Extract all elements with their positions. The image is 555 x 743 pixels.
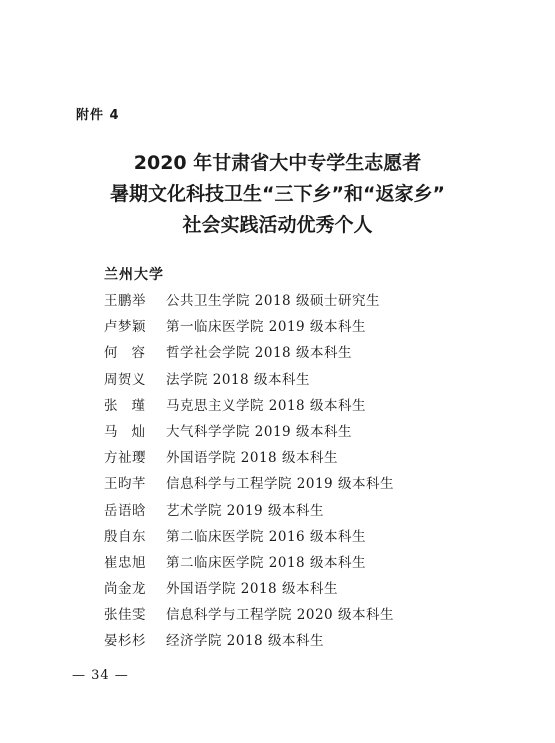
university-heading: 兰州大学 <box>104 267 164 283</box>
person-name: 方祉璎 <box>104 450 146 467</box>
person-description: 外国语学院 2018 级本科生 <box>166 450 338 467</box>
person-name: 崔忠旭 <box>104 554 146 571</box>
list-item <box>104 602 394 628</box>
person-description: 第二临床医学院 2016 级本科生 <box>166 528 366 545</box>
person-description: 法学院 2018 级本科生 <box>166 371 310 388</box>
list-item <box>104 393 394 419</box>
person-name: 张佳雯 <box>104 607 146 624</box>
person-name: 卢梦颖 <box>104 319 146 336</box>
list-item <box>104 340 394 366</box>
title-line-1: 2020 年甘肃省大中专学生志愿者 <box>133 152 422 174</box>
person-name: 周贺义 <box>104 371 146 388</box>
attachment-label: 附件 4 <box>76 108 120 123</box>
document-title <box>0 148 555 241</box>
person-description: 经济学院 2018 级本科生 <box>166 633 324 650</box>
list-item <box>104 471 394 497</box>
person-description: 艺术学院 2019 级本科生 <box>166 502 324 519</box>
person-description: 马克思主义学院 2018 级本科生 <box>166 397 366 414</box>
list-item <box>104 314 394 340</box>
person-name: 殷自东 <box>104 528 146 545</box>
list-item <box>104 524 394 550</box>
person-description: 第二临床医学院 2018 级本科生 <box>166 554 366 571</box>
list-item <box>104 628 394 654</box>
page-number: — 34 — <box>72 668 129 683</box>
person-name: 何容 <box>104 345 159 362</box>
list-item <box>104 498 394 524</box>
person-name: 张瑾 <box>104 397 159 414</box>
title-line-2: 暑期文化科技卫生“三下乡”和“返家乡” <box>110 183 445 205</box>
person-description: 信息科学与工程学院 2020 级本科生 <box>166 607 394 624</box>
list-item <box>104 550 394 576</box>
list-item <box>104 419 394 445</box>
person-description: 外国语学院 2018 级本科生 <box>166 581 338 598</box>
person-description: 公共卫生学院 2018 级硕士研究生 <box>166 293 380 309</box>
person-description: 哲学社会学院 2018 级本科生 <box>166 345 352 362</box>
list-item <box>104 576 394 602</box>
person-name: 岳语晗 <box>104 502 146 519</box>
person-name: 马灿 <box>104 423 159 440</box>
person-description: 信息科学与工程学院 2019 级本科生 <box>166 476 394 493</box>
honoree-list <box>104 288 394 655</box>
list-item <box>104 445 394 471</box>
person-description: 第一临床医学院 2019 级本科生 <box>166 319 366 336</box>
person-name: 王鹏举 <box>104 293 146 309</box>
list-item <box>104 367 394 393</box>
person-description: 大气科学学院 2019 级本科生 <box>166 423 352 440</box>
title-line-3: 社会实践活动优秀个人 <box>182 214 373 236</box>
person-name: 晏杉杉 <box>104 633 146 650</box>
list-item <box>104 288 394 314</box>
person-name: 王昀芊 <box>104 476 146 493</box>
person-name: 尚金龙 <box>104 581 146 598</box>
